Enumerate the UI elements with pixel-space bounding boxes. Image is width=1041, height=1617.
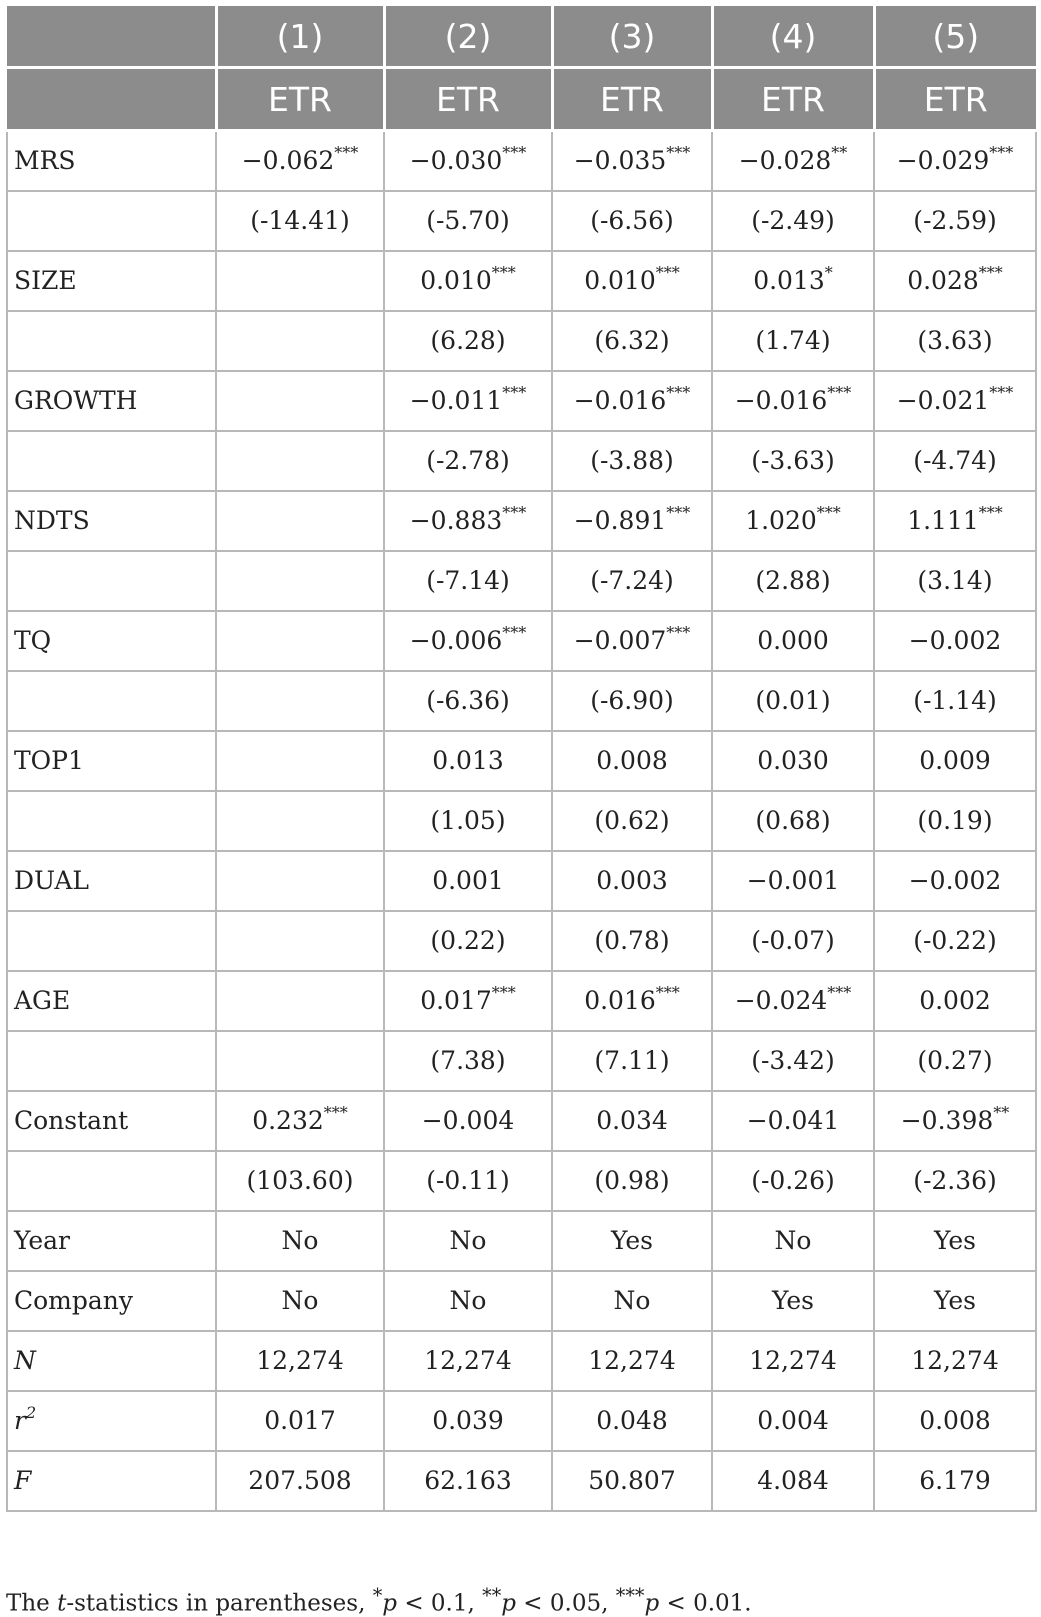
footnote-text: The [6, 1590, 58, 1617]
table-cell: −0.021*** [874, 371, 1036, 431]
row-label-text: F [14, 1466, 32, 1495]
significance-stars: *** [502, 622, 527, 642]
table-cell: 0.048 [552, 1391, 712, 1451]
table-cell: (-2.78) [384, 431, 552, 491]
table-cell [216, 851, 384, 911]
significance-stars: *** [827, 382, 852, 402]
table-cell: (-3.42) [712, 1031, 874, 1091]
significance-stars: *** [323, 1102, 348, 1122]
header-cell: (4) [712, 6, 874, 68]
table-cell: (103.60) [216, 1151, 384, 1211]
table-cell: 0.232*** [216, 1091, 384, 1151]
footnote-var: p [382, 1590, 398, 1617]
header-cell: ETR [712, 68, 874, 131]
table-row [7, 431, 1036, 491]
header-cell: ETR [216, 68, 384, 131]
row-label-text: TQ [14, 626, 52, 655]
significance-stars: *** [491, 262, 516, 282]
table-cell: 0.016*** [552, 971, 712, 1031]
row-label [7, 971, 216, 1031]
table-cell [216, 1031, 384, 1091]
row-label [7, 791, 216, 851]
significance-stars: *** [502, 382, 527, 402]
table-cell: (-2.59) [874, 191, 1036, 251]
row-label [7, 1091, 216, 1151]
significance-stars: *** [989, 142, 1014, 162]
table-row [7, 491, 1036, 551]
table-cell: 1.020*** [712, 491, 874, 551]
row-label [7, 731, 216, 791]
table-body [7, 131, 1036, 1511]
row-label-text: MRS [14, 146, 76, 176]
table-cell: −0.002 [874, 851, 1036, 911]
table-cell: 6.179 [874, 1451, 1036, 1511]
table-cell: (-0.26) [712, 1151, 874, 1211]
table-cell: −0.006*** [384, 611, 552, 671]
row-label [7, 1451, 216, 1511]
table-cell: (6.32) [552, 311, 712, 371]
table-cell: 207.508 [216, 1451, 384, 1511]
significance-stars: *** [502, 502, 527, 522]
table-cell: (-3.88) [552, 431, 712, 491]
row-label-text: Year [14, 1226, 70, 1255]
table-row [7, 1391, 1036, 1451]
table-cell: (1.74) [712, 311, 874, 371]
table-cell: 0.008 [874, 1391, 1036, 1451]
table-cell: 12,274 [216, 1331, 384, 1391]
table-cell [216, 551, 384, 611]
row-label-text: r [14, 1406, 26, 1435]
table-cell: 62.163 [384, 1451, 552, 1511]
table-cell: −0.883*** [384, 491, 552, 551]
table-cell: (0.01) [712, 671, 874, 731]
table-cell: (2.88) [712, 551, 874, 611]
table-cell: 0.009 [874, 731, 1036, 791]
table-row [7, 191, 1036, 251]
footnote-text: < 0.01. [659, 1590, 752, 1617]
table-cell: 0.013 [384, 731, 552, 791]
table-cell: −0.002 [874, 611, 1036, 671]
table-row [7, 671, 1036, 731]
table-cell: 0.002 [874, 971, 1036, 1031]
table-cell [216, 251, 384, 311]
significance-stars: *** [978, 262, 1003, 282]
table-cell: 0.017 [216, 1391, 384, 1451]
row-label-text: Company [14, 1286, 134, 1315]
table-cell: 0.039 [384, 1391, 552, 1451]
table-row [7, 251, 1036, 311]
table-cell [216, 731, 384, 791]
row-label [7, 551, 216, 611]
header-cell: ETR [384, 68, 552, 131]
table-cell [216, 431, 384, 491]
table-row [7, 1451, 1036, 1511]
table-row [7, 731, 1036, 791]
footnote-var: t [57, 1590, 67, 1617]
table-cell: Yes [552, 1211, 712, 1271]
table-row [7, 851, 1036, 911]
significance-stars: * [824, 262, 833, 282]
row-label [7, 251, 216, 311]
table-cell: 0.003 [552, 851, 712, 911]
table-cell: (7.11) [552, 1031, 712, 1091]
row-label-text: GROWTH [14, 386, 138, 415]
table-cell: 12,274 [384, 1331, 552, 1391]
table-cell: 0.010*** [384, 251, 552, 311]
table-cell: (0.62) [552, 791, 712, 851]
table-cell: (3.63) [874, 311, 1036, 371]
footnote-var: p [644, 1590, 660, 1617]
table-row [7, 311, 1036, 371]
table-cell: −0.029*** [874, 131, 1036, 191]
table-cell: (-3.63) [712, 431, 874, 491]
footnote-text: < 0.1, [397, 1590, 483, 1617]
table-cell: No [712, 1211, 874, 1271]
row-label [7, 1391, 216, 1451]
row-label-text: NDTS [14, 506, 90, 535]
table-cell: −0.024*** [712, 971, 874, 1031]
table-cell: (0.78) [552, 911, 712, 971]
row-label-superscript: 2 [25, 1402, 37, 1422]
table-row [7, 611, 1036, 671]
significance-stars: ** [831, 142, 848, 162]
table-cell: No [216, 1271, 384, 1331]
row-label-text: N [14, 1346, 36, 1375]
row-label [7, 611, 216, 671]
row-label [7, 1211, 216, 1271]
table-cell: 0.028*** [874, 251, 1036, 311]
significance-stars: *** [989, 382, 1014, 402]
table-row [7, 371, 1036, 431]
table-cell: (6.28) [384, 311, 552, 371]
row-label [7, 1031, 216, 1091]
table-cell: −0.030*** [384, 131, 552, 191]
footnote-text: -statistics in parentheses, [66, 1590, 373, 1617]
row-label [7, 851, 216, 911]
table-cell: −0.016*** [552, 371, 712, 431]
significance-stars: *** [666, 142, 691, 162]
row-label [7, 491, 216, 551]
table-cell: −0.398** [874, 1091, 1036, 1151]
table-row [7, 1331, 1036, 1391]
table-row [7, 791, 1036, 851]
table-cell: −0.007*** [552, 611, 712, 671]
table-cell: 0.034 [552, 1091, 712, 1151]
table-cell [216, 491, 384, 551]
table-cell: (-6.36) [384, 671, 552, 731]
footnote-stars: ** [482, 1584, 502, 1607]
table-cell: (1.05) [384, 791, 552, 851]
row-label-text: DUAL [14, 866, 89, 895]
table-cell: 0.030 [712, 731, 874, 791]
table-cell: (-1.14) [874, 671, 1036, 731]
significance-stars: *** [816, 502, 841, 522]
significance-stars: *** [655, 262, 680, 282]
table-row [7, 1271, 1036, 1331]
table-cell: Yes [712, 1271, 874, 1331]
table-cell: (-5.70) [384, 191, 552, 251]
table-footnote [6, 1584, 752, 1617]
table-cell: (-0.07) [712, 911, 874, 971]
row-label [7, 1271, 216, 1331]
row-label [7, 131, 216, 191]
significance-stars: *** [666, 622, 691, 642]
table-cell: (-14.41) [216, 191, 384, 251]
table-cell: (-2.36) [874, 1151, 1036, 1211]
significance-stars: *** [502, 142, 527, 162]
header-cell: ETR [874, 68, 1036, 131]
table-cell: 0.017*** [384, 971, 552, 1031]
table-cell [216, 671, 384, 731]
table-cell: (-2.49) [712, 191, 874, 251]
header-row-dependent-var [7, 68, 1036, 131]
table-cell: (0.19) [874, 791, 1036, 851]
table-row [7, 1031, 1036, 1091]
table-row [7, 551, 1036, 611]
row-label-text: AGE [14, 986, 71, 1015]
table-cell: (0.68) [712, 791, 874, 851]
table-cell: −0.016*** [712, 371, 874, 431]
table-cell: 0.010*** [552, 251, 712, 311]
significance-stars: *** [978, 502, 1003, 522]
header-cell: (3) [552, 6, 712, 68]
table-cell: (-7.14) [384, 551, 552, 611]
table-cell: No [384, 1271, 552, 1331]
row-label [7, 311, 216, 371]
significance-stars: *** [666, 382, 691, 402]
table-cell [216, 311, 384, 371]
footnote-stars: * [372, 1584, 383, 1607]
row-label [7, 1151, 216, 1211]
table-cell: −0.041 [712, 1091, 874, 1151]
row-label [7, 191, 216, 251]
table-cell: (3.14) [874, 551, 1036, 611]
footnote-var: p [501, 1590, 516, 1617]
table-cell: 4.084 [712, 1451, 874, 1511]
header-row-models [7, 6, 1036, 68]
table-cell: (0.22) [384, 911, 552, 971]
table-cell: Yes [874, 1271, 1036, 1331]
table-row [7, 971, 1036, 1031]
row-label [7, 911, 216, 971]
significance-stars: *** [334, 142, 359, 162]
header-cell: ETR [552, 68, 712, 131]
header-cell: (2) [384, 6, 552, 68]
table-cell: 0.008 [552, 731, 712, 791]
significance-stars: ** [993, 1102, 1010, 1122]
table-cell: (-0.11) [384, 1151, 552, 1211]
table-cell: 0.000 [712, 611, 874, 671]
footnote-stars: *** [615, 1584, 645, 1607]
table-cell: 12,274 [874, 1331, 1036, 1391]
header-cell [7, 68, 216, 131]
table-row [7, 1211, 1036, 1271]
row-label-text: Constant [14, 1106, 129, 1135]
table-cell: 0.004 [712, 1391, 874, 1451]
table-cell: 1.111*** [874, 491, 1036, 551]
table-cell: (-6.90) [552, 671, 712, 731]
table-cell: No [384, 1211, 552, 1271]
table-row [7, 911, 1036, 971]
table-row [7, 131, 1036, 191]
table-cell: (-7.24) [552, 551, 712, 611]
row-label [7, 671, 216, 731]
header-cell: (1) [216, 6, 384, 68]
table-cell: 0.001 [384, 851, 552, 911]
table-cell: (7.38) [384, 1031, 552, 1091]
table-cell: 0.013* [712, 251, 874, 311]
significance-stars: *** [655, 982, 680, 1002]
table-cell [216, 971, 384, 1031]
table-cell: Yes [874, 1211, 1036, 1271]
significance-stars: *** [827, 982, 852, 1002]
table-cell [216, 371, 384, 431]
table-cell: −0.891*** [552, 491, 712, 551]
significance-stars: *** [491, 982, 516, 1002]
header-cell: (5) [874, 6, 1036, 68]
table-cell: (-0.22) [874, 911, 1036, 971]
table-cell: 12,274 [712, 1331, 874, 1391]
row-label [7, 371, 216, 431]
row-label-text: TOP1 [14, 746, 84, 775]
table-row [7, 1091, 1036, 1151]
row-label [7, 431, 216, 491]
table-cell: −0.004 [384, 1091, 552, 1151]
table-cell: 50.807 [552, 1451, 712, 1511]
table-row [7, 1151, 1036, 1211]
table-cell: (-4.74) [874, 431, 1036, 491]
row-label [7, 1331, 216, 1391]
footnote-text: < 0.05, [516, 1590, 616, 1617]
row-label-text: SIZE [14, 266, 77, 295]
table-cell: −0.062*** [216, 131, 384, 191]
table-cell [216, 791, 384, 851]
table-cell [216, 911, 384, 971]
table-cell: −0.035*** [552, 131, 712, 191]
table-cell: −0.028** [712, 131, 874, 191]
table-cell: (0.27) [874, 1031, 1036, 1091]
table-cell: (0.98) [552, 1151, 712, 1211]
table-cell: (-6.56) [552, 191, 712, 251]
regression-table [6, 6, 1037, 1512]
header-cell [7, 6, 216, 68]
table-cell: No [552, 1271, 712, 1331]
table-cell [216, 611, 384, 671]
table-cell: −0.011*** [384, 371, 552, 431]
significance-stars: *** [666, 502, 691, 522]
table-cell: 12,274 [552, 1331, 712, 1391]
table-cell: No [216, 1211, 384, 1271]
table-cell: −0.001 [712, 851, 874, 911]
